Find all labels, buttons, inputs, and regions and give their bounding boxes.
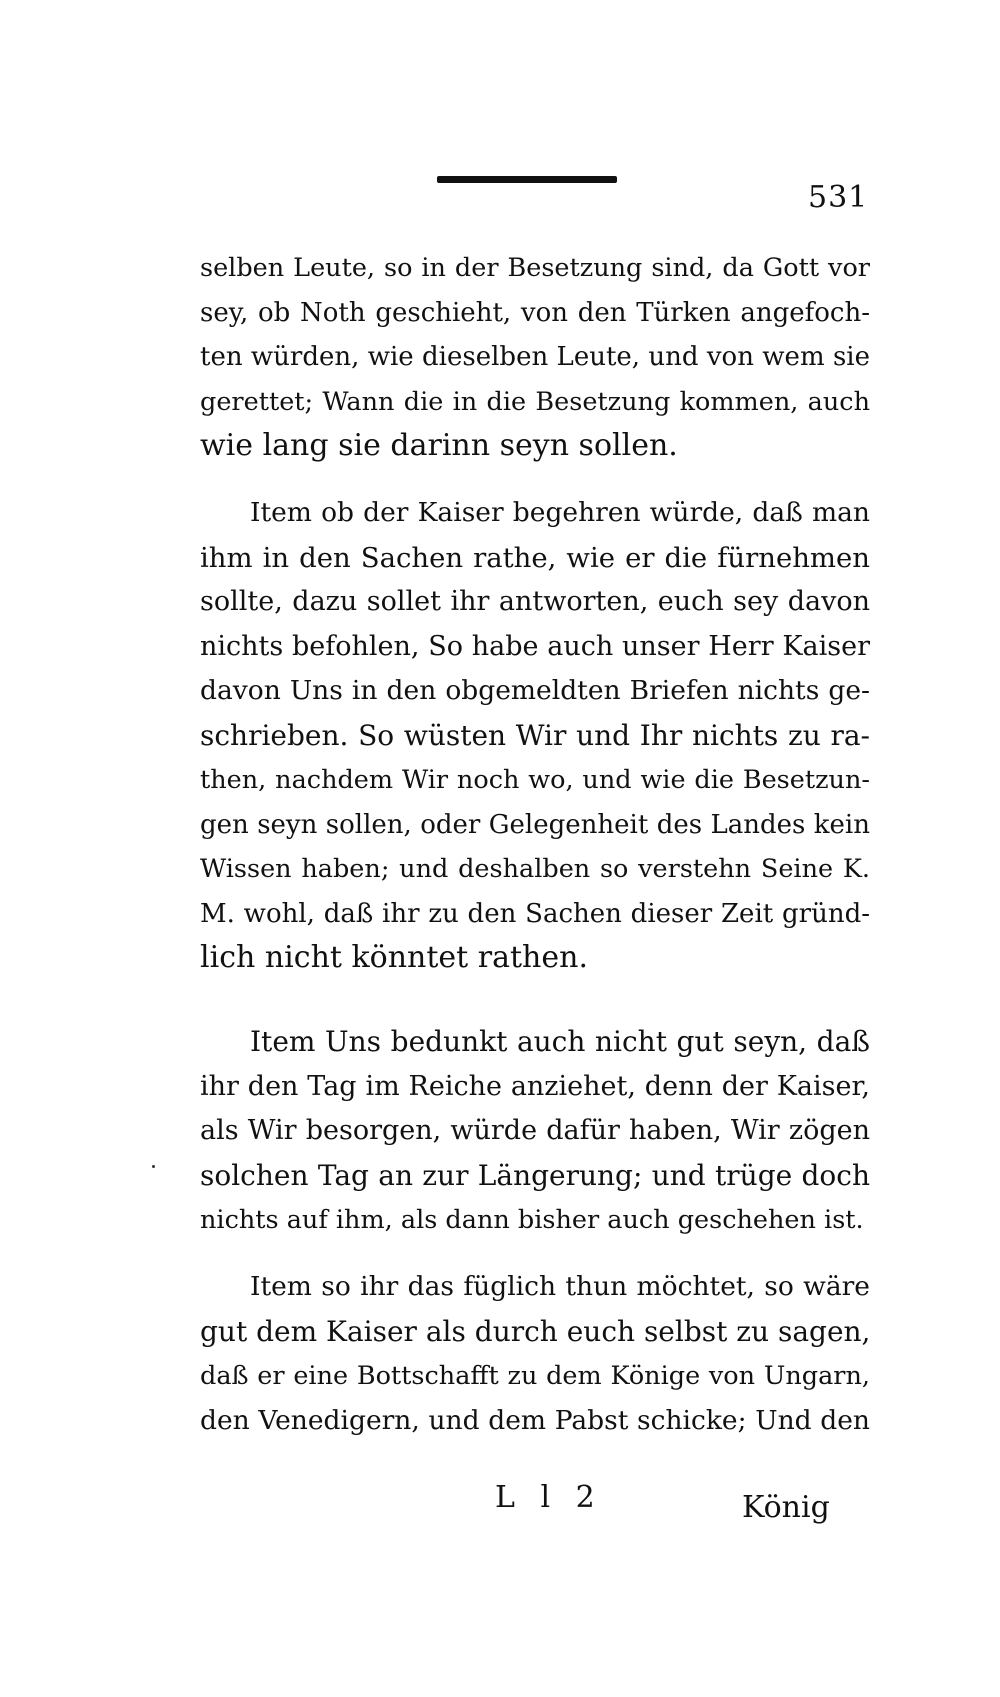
text-line: daß er eine Bottschafft zu dem Könige von Ungarn, [200,1361,870,1391]
page-number: 531 [808,180,869,215]
text-line: then, nachdem Wir noch wo, und wie die Besetzun- [200,765,870,795]
signature-mark: L l 2 [495,1480,603,1515]
text-line: davon Uns in den obgemeldten Briefen nichts ge- [200,675,870,706]
text-line: ten würden, wie dieselben Leute, und von wem sie [200,342,870,372]
text-line: ihr den Tag im Reiche anziehet, denn der Kaiser, [200,1070,870,1102]
paragraph-3 [200,1020,870,1243]
text-line: nichts befohlen, So habe auch unser Herr Kaiser [200,630,870,662]
catchword: König [742,1490,830,1525]
text-line: Item Uns bedunkt auch nicht gut seyn, daß [250,1025,870,1058]
text-line: nichts auf ihm, als dann bisher auch geschehen ist. [200,1205,864,1235]
ink-speck [152,1165,155,1168]
text-line: lich nicht könntet rathen. [200,940,588,975]
header-rule [437,176,617,183]
text-line: solchen Tag an zur Längerung; und trüge doch [200,1158,870,1192]
text-line: schrieben. So wüsten Wir und Ihr nichts zu ra- [200,718,870,752]
text-line: ihm in den Sachen rathe, wie er die fürnehmen [200,541,870,574]
text-line: gerettet; Wann die in die Besetzung kommen, auch [200,386,870,417]
paragraph-1 [200,246,870,469]
paragraph-2 [200,491,870,981]
text-line: Item ob der Kaiser begehren würde, daß man [250,497,870,528]
text-line: Item so ihr das füglich thun möchtet, so wäre [250,1271,870,1302]
text-line: wie lang sie darinn seyn sollen. [200,428,678,463]
text-line: als Wir besorgen, würde dafür haben, Wir zögen [200,1115,870,1146]
text-line: Wissen haben; und deshalben so verstehn Seine K. [200,854,870,884]
text-line: den Venedigern, und dem Pabst schicke; Und den [200,1404,870,1436]
paragraph-4 [200,1265,870,1443]
text-line: M. wohl, daß ihr zu den Sachen dieser Zeit gründ- [200,898,870,929]
text-line: selben Leute, so in der Besetzung sind, da Gott vor [200,253,870,283]
text-line: gut dem Kaiser als durch euch selbst zu sagen, [200,1314,871,1348]
text-line: sollte, dazu sollet ihr antworten, euch sey davon [200,586,870,617]
text-line: gen seyn sollen, oder Gelegenheit des Landes kein [200,809,870,840]
text-line: sey, ob Noth geschieht, von den Türken angefoch- [200,297,870,328]
